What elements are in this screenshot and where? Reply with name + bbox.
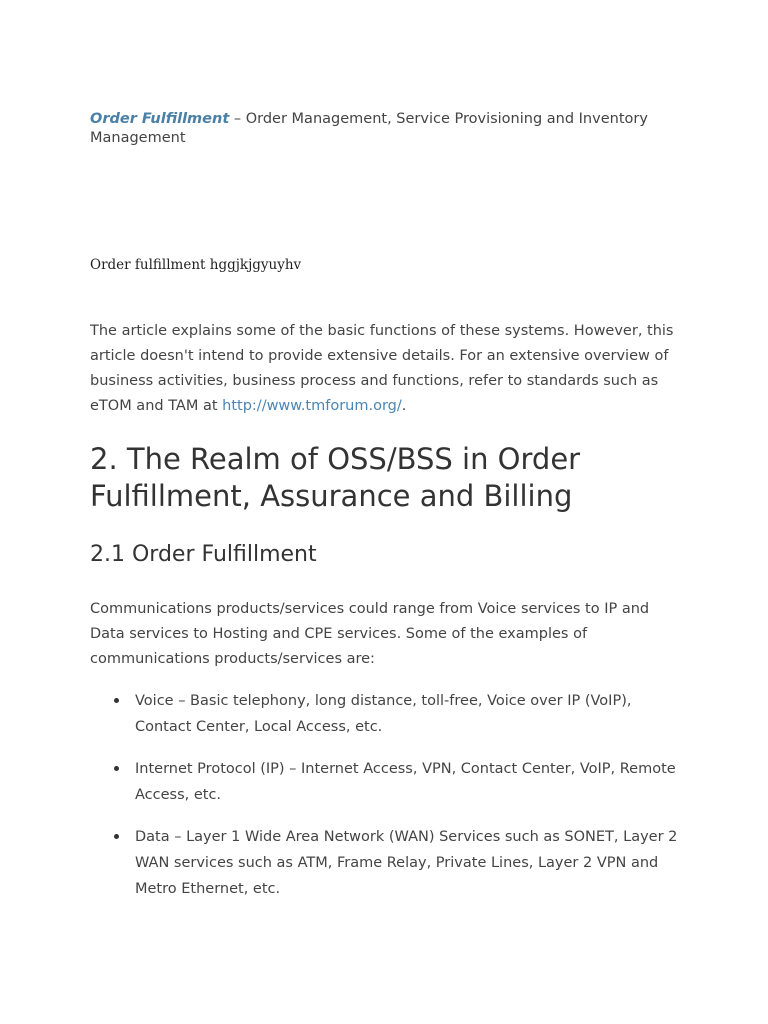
intro-line — [90, 110, 690, 148]
products-list — [90, 688, 690, 918]
intro-paragraph — [90, 319, 685, 419]
bullet-icon — [114, 766, 119, 771]
bullet-icon — [114, 834, 119, 839]
section-heading: 2. The Realm of OSS/BSS in Order Fulfillment, Assurance and Billing — [90, 442, 581, 513]
intro-paragraph-end: . — [401, 398, 407, 414]
intro-subtitle: – Order Management, Service Provisioning and Inventory Management — [90, 111, 648, 146]
order-fulfillment-link[interactable]: Order Fulfillment — [90, 111, 230, 127]
subsection-heading: 2.1 Order Fulfillment — [90, 542, 317, 567]
list-item-text: Voice – Basic telephony, long distance, toll-free, Voice over IP (VoIP), Contact Center, Local Access, etc. — [135, 693, 632, 735]
tmforum-link[interactable]: http://www.tmforum.org/ — [222, 398, 402, 414]
bullet-icon — [114, 698, 119, 703]
list-item — [90, 824, 690, 902]
serif-caption: Order fulfillment hggjkjgyuyhv — [90, 257, 302, 273]
list-item-text: Data – Layer 1 Wide Area Network (WAN) Services such as SONET, Layer 2 WAN services such as ATM, Frame Relay, Private Lines, Layer 2 VPN and Metro Ethernet, etc. — [135, 829, 678, 897]
products-paragraph: Communications products/services could range from Voice services to IP and Data services to Hosting and CPE services. Some of the examples of communications products/services are: — [90, 601, 650, 667]
list-item — [90, 756, 690, 808]
intro-paragraph-text: The article explains some of the basic functions of these systems. However, this article doesn't intend to provide extensive details. For an extensive overview of business activities, business process and functions, refer to standards such as eTOM and TAM at — [90, 323, 674, 414]
list-item — [90, 688, 690, 740]
list-item-text: Internet Protocol (IP) – Internet Access, VPN, Contact Center, VoIP, Remote Access, etc. — [135, 761, 676, 803]
